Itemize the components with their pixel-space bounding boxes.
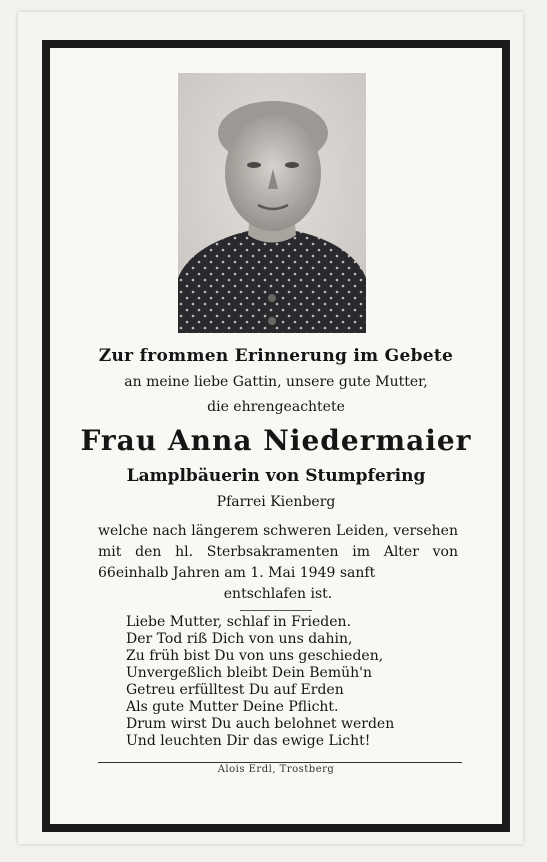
deceased-name: Frau Anna Niedermaier <box>80 424 472 457</box>
death-notice-text <box>98 521 458 605</box>
death-notice-end: entschlafen ist. <box>223 586 333 602</box>
death-notice-body: welche nach längerem schweren Leiden, versehen mit den hl. Sterbsakramenten im Alter von 66einhalb Jahren am 1. Mai 1949 sanft <box>98 523 458 581</box>
portrait-photo <box>178 73 366 333</box>
printer-credit: Alois Erdl, Trostberg <box>217 764 335 775</box>
poem-line: Drum wirst Du auch belohnet werden <box>126 716 395 732</box>
poem-line: Getreu erfülltest Du auf Erden <box>126 682 344 698</box>
poem-line: Und leuchten Dir das ewige Licht! <box>126 733 371 749</box>
poem-line: Unvergeßlich bleibt Dein Bemüh'n <box>126 665 373 681</box>
intro-heading: Zur frommen Erinnerung im Gebete <box>98 346 454 366</box>
occupation: Lamplbäuerin von Stumpfering <box>126 466 426 486</box>
footer-divider <box>98 762 462 763</box>
intro-honorific: die ehrengeachtete <box>207 399 345 415</box>
memorial-poem <box>126 614 456 750</box>
short-divider <box>240 610 312 611</box>
poem-line: Der Tod riß Dich von uns dahin, <box>126 631 353 647</box>
intro-dedication: an meine liebe Gattin, unsere gute Mutter, <box>124 374 428 390</box>
poem-line: Als gute Mutter Deine Pflicht. <box>126 699 339 715</box>
poem-line: Liebe Mutter, schlaf in Frieden. <box>126 614 352 630</box>
parish: Pfarrei Kienberg <box>216 494 336 510</box>
poem-line: Zu früh bist Du von uns geschieden, <box>126 648 384 664</box>
